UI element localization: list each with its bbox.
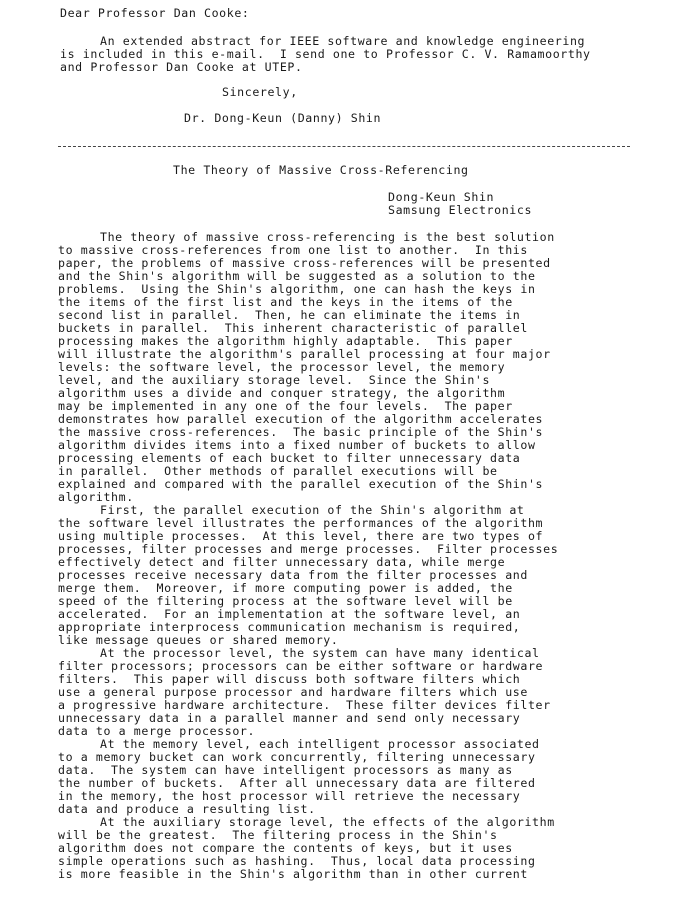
body-line: the software level illustrates the performances of the algorithm [58, 516, 544, 530]
body-line: algorithm uses a divide and conquer strategy, the algorithm [58, 386, 506, 400]
body-line: simple operations such as hashing. Thus, local data processing [58, 854, 536, 868]
body-line: using multiple processes. At this level, there are two types of [58, 529, 544, 543]
body-line: data. The system can have intelligent processors as many as [58, 763, 513, 777]
paper-affiliation: Samsung Electronics [388, 203, 533, 217]
body-line: the items of the first list and the keys in the items of the [58, 295, 513, 309]
body-line: use a general purpose processor and hardware filters which use [58, 685, 528, 699]
separator-rule [58, 146, 630, 147]
paper-author: Dong-Keun Shin [388, 190, 495, 204]
body-line: At the memory level, each intelligent processor associated [100, 737, 540, 751]
body-line: will illustrate the algorithm's parallel processing at four major [58, 347, 551, 361]
body-line: explained and compared with the parallel execution of the Shin's [58, 477, 544, 491]
body-line: in the memory, the host processor will retrieve the necessary [58, 789, 521, 803]
body-line: may be implemented in any one of the four levels. The paper [58, 399, 513, 413]
body-line: filter processors; processors can be either software or hardware [58, 659, 544, 673]
body-line: like message queues or shared memory. [58, 633, 339, 647]
body-line: First, the parallel execution of the Shin's algorithm at [100, 503, 525, 517]
body-line: a progressive hardware architecture. These filter devices filter [58, 698, 551, 712]
body-line: second list in parallel. Then, he can eliminate the items in [58, 308, 521, 322]
salutation: Dear Professor Dan Cooke: [60, 6, 250, 20]
body-line: speed of the filtering process at the software level will be [58, 594, 513, 608]
body-line: data and produce a resulting list. [58, 802, 316, 816]
body-line: is more feasible in the Shin's algorithm than in other current [58, 867, 528, 881]
body-line: and the Shin's algorithm will be suggested as a solution to the [58, 269, 536, 283]
body-line: algorithm does not compare the contents of keys, but it uses [58, 841, 513, 855]
body-line: algorithm. [58, 490, 134, 504]
intro-line: is included in this e-mail. I send one to Professor C. V. Ramamoorthy [60, 47, 591, 61]
body-line: merge them. Moreover, if more computing power is added, the [58, 581, 513, 595]
body-line: demonstrates how parallel execution of the algorithm accelerates [58, 412, 544, 426]
body-line: paper, the problems of massive cross-references will be presented [58, 256, 551, 270]
body-line: filters. This paper will discuss both software filters which [58, 672, 521, 686]
body-line: At the auxiliary storage level, the effects of the algorithm [100, 815, 555, 829]
body-line: At the processor level, the system can have many identical [100, 646, 540, 660]
body-line: to a memory bucket can work concurrently, filtering unnecessary [58, 750, 536, 764]
body-line: effectively detect and filter unnecessary data, while merge [58, 555, 506, 569]
body-line: appropriate interprocess communication mechanism is required, [58, 620, 521, 634]
paper-title: The Theory of Massive Cross-Referencing [173, 163, 469, 177]
body-line: to massive cross-references from one list to another. In this [58, 243, 528, 257]
intro-line: An extended abstract for IEEE software and knowledge engineering [100, 34, 586, 48]
body-line: processing makes the algorithm highly adaptable. This paper [58, 334, 513, 348]
body-line: the number of buckets. After all unnecessary data are filtered [58, 776, 536, 790]
body-line: accelerated. For an implementation at the software level, an [58, 607, 521, 621]
signature: Dr. Dong-Keun (Danny) Shin [184, 111, 382, 125]
body-line: algorithm divides items into a fixed number of buckets to allow [58, 438, 536, 452]
body-line: in parallel. Other methods of parallel executions will be [58, 464, 498, 478]
body-line: level, and the auxiliary storage level. Since the Shin's [58, 373, 491, 387]
body-line: problems. Using the Shin's algorithm, one can hash the keys in [58, 282, 536, 296]
body-line: processing elements of each bucket to filter unnecessary data [58, 451, 521, 465]
body-line: data to a merge processor. [58, 724, 256, 738]
intro-line: and Professor Dan Cooke at UTEP. [60, 60, 303, 74]
body-line: the massive cross-references. The basic principle of the Shin's [58, 425, 544, 439]
body-line: processes, filter processes and merge processes. Filter processes [58, 542, 559, 556]
body-line: will be the greatest. The filtering process in the Shin's [58, 828, 498, 842]
body-line: The theory of massive cross-referencing is the best solution [100, 230, 555, 244]
body-line: buckets in parallel. This inherent characteristic of parallel [58, 321, 528, 335]
closing: Sincerely, [222, 85, 298, 99]
body-line: levels: the software level, the processor level, the memory [58, 360, 506, 374]
body-line: unnecessary data in a parallel manner and send only necessary [58, 711, 521, 725]
body-line: processes receive necessary data from the filter processes and [58, 568, 528, 582]
